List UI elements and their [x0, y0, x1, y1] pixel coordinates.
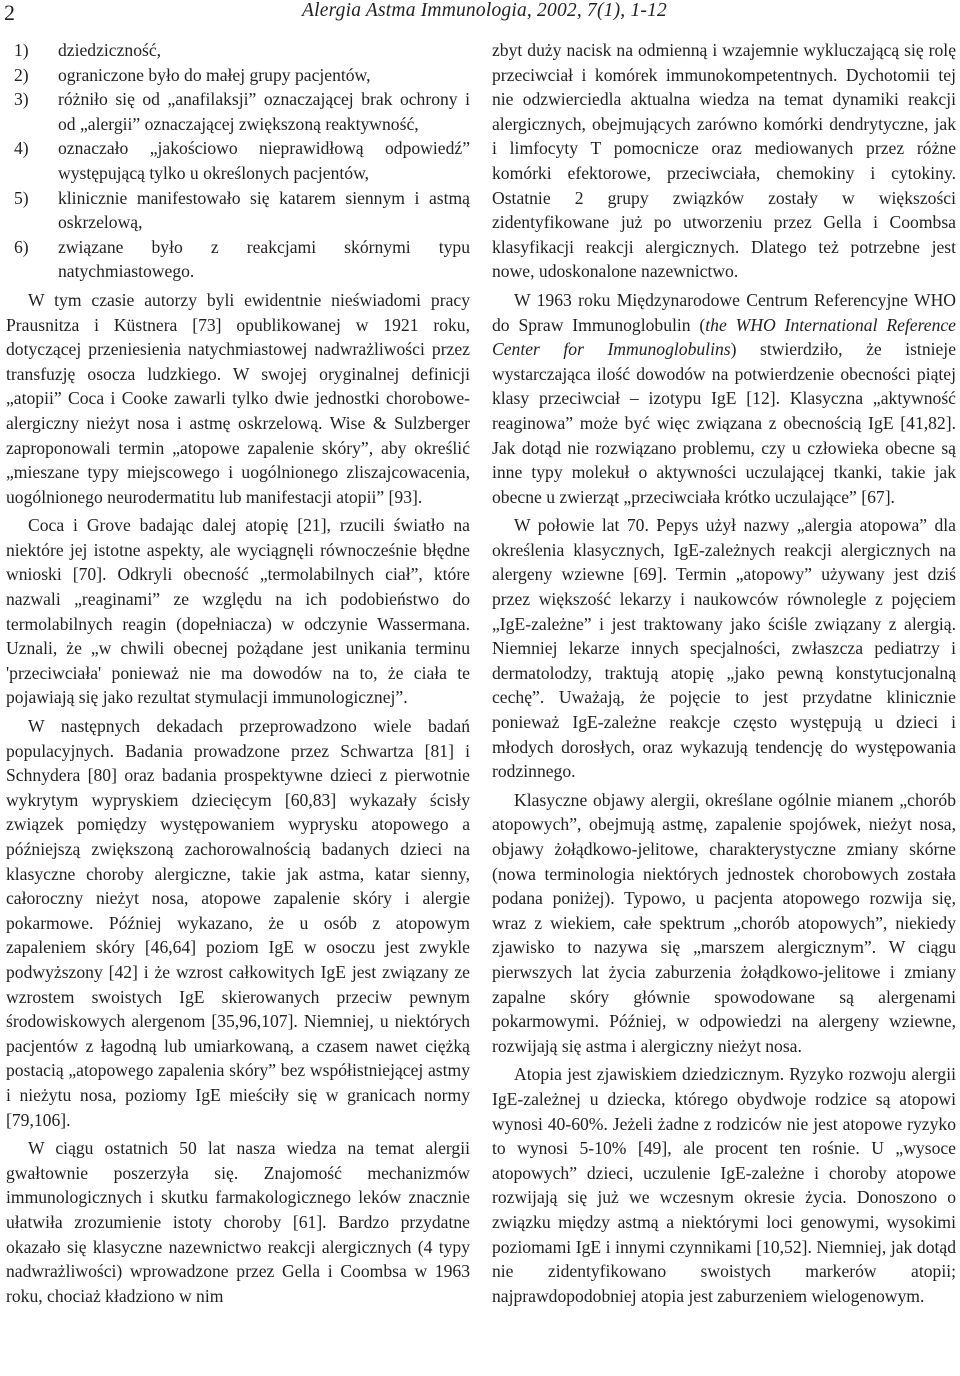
list-item-text: klinicznie manifestowało się katarem siennym i astmą oskrzelową, [58, 187, 470, 233]
paragraph: W ciągu ostatnich 50 lat nasza wiedza na temat alergii gwałtownie poszerzyła się. Znajomość mechanizmów immunologicznych i skutku farmakologicznego leków znacznie ułatwiła zrozumienie istoty choroby [61]. Bardzo przydatne okazało się klasyczne nazewnictwo reakcji alergicznych (4 typy nadwrażliwości) wprowadzone przez Gella i Coombsa w 1963 roku, chociaż kładziono w nim [6, 1138, 470, 1306]
paragraph-text: ) stwierdziło, że istnieje wystarczająca ilość dowodów na potwierdzenie obecności piątej klasy przeciwciał – izotypu IgE [12]. Klasyczna „aktywność reaginowa” może być więc związana z obecnością IgE [41,82]. Jak dotąd nie rozwiązano problemu, czy u człowieka obecne są inne typy molekuł o aktywności uczulającej tkanki, takie jak obecne u zwierząt „przeciwciała krótko uczulające” [67]. [492, 339, 957, 507]
paragraph: W tym czasie autorzy byli ewidentnie nieświadomi pracy Prausnitza i Küstnera [73] opublikowanej w 1921 roku, dotyczącej przeniesienia natychmiastowej nadwrażliwości przez transfuzję osocza ludzkiego. W swojej oryginalnej definicji „atopii” Coca i Cooke zawarli tylko dwie jednostki chorobowe-alergiczny nieżyt nosa i astmę oskrzelową. Wise & Sulzberger zaproponowali termin „atopowe zapalenie skóry”, aby określić „mieszane typy miejscowego i uogólnionego zliszajcowacenia, uogólnionego neurodermatitu lub manifestacji atopii” [93]. [6, 289, 470, 507]
paragraph: Klasyczne objawy alergii, określane ogólnie mianem „chorób atopowych”, obejmują astmę, zapalenie spojówek, nieżyt nosa, objawy żołądkowo-jelitowe, charakterystyczne zmiany skórne (nowa terminologia niektórych jednostek chorobowych została podana poniżej). Typowo, u pacjenta atopowego rozwija się, wraz z wiekiem, całe spektrum „chorób atopowych”, niekiedy zjawisko to nazywa się „marszem alergicznym”. W ciągu pierwszych lat życia zaburzenia żołądkowo-jelitowe i zmiany zapalne skóry głównie spowodowane są alergenami pokarmowymi. Później, w odpowiedzi na alergeny wziewne, rozwijają się astma i alergiczny nieżyt nosa. [492, 789, 956, 1056]
list-item [6, 63, 470, 88]
list-item [6, 136, 470, 185]
list-item-text: ograniczone było do małej grupy pacjentów, [58, 64, 371, 85]
list-item-number: 6) [14, 236, 29, 257]
list-item-number: 5) [14, 187, 29, 208]
paragraph: W następnych dekadach przeprowadzono wiele badań populacyjnych. Badania prowadzone przez Schwartza [81] i Schnydera [80] oraz badania prospektywne dzieci z pierwotnie wykrytym wypryskiem dziecięcym [60,83] wykazały ścisły związek pomiędzy występowaniem wyprysku atopowego a późniejszą zwiększoną zachorowalnością badanych dzieci na klasyczne choroby alergiczne, takie jak astma, katar sienny, całoroczny nieżyt nosa, atopowe zapalenie skóry i alergie pokarmowe. Później wykazano, że u osób z atopowym zapaleniem skóry [46,64] poziom IgE w osoczu jest zwykle podwyższony [42] i że wzrost całkowitych IgE jest związany ze wzrostem swoistych IgE skierowanych przeciw pewnym środowiskowych alergenom [35,96,107]. Niemniej, u niektórych pacjentów z łagodną lub umiarkowaną, a czasem nawet ciężką postacią „atopowego zapalenia skóry” bez współistniejącej astmy i nieżytu nosa, poziomy IgE mieściły się w granicach normy [79,106]. [6, 716, 470, 1130]
list-item-text: dziedziczność, [58, 40, 162, 60]
list-item [6, 235, 470, 284]
journal-reference: Alergia Astma Immunologia, 2002, 7(1), 1-12 [302, 0, 667, 21]
list-item [6, 186, 470, 235]
paragraph: Atopia jest zjawiskiem dziedzicznym. Ryzyko rozwoju alergii IgE-zależnej u dziecka, którego obydwoje rodzice są atopowi wynosi 40-60%. Jeżeli żadne z rodziców nie jest atopowe ryzyko to wynosi 5-10% [49], ale procent ten rośnie. U „wysoce atopowych” dzieci, uczulenie IgE-zależne i choroby atopowe rozwijają się już we wczesnym okresie życia. Donoszono o związku między astmą a niektórymi loci genowymi, wysokimi poziomami IgE i innymi czynnikami [10,52]. Niemniej, jak dotąd nie zidentyfikowano swoistych markerów atopii; najprawdopodobniej atopia jest zaburzeniem wielogenowym. [492, 1064, 956, 1306]
list-item-number: 1) [14, 40, 29, 60]
paragraph: W połowie lat 70. Pepys użył nazwy „alergia atopowa” dla określenia klasycznych, IgE-zależnych reakcji alergicznych na alergeny wziewne [69]. Termin „atopowy” używany jest dziś przez większość lekarzy i naukowców równolegle z pojęciem „IgE-zależne” i jest traktowany jako ściśle związany z alergią. Niemniej lekarze innych specjalności, zwłaszcza pediatrzy i dermatolodzy, traktują atopię „jako pewną konstytucjonalną cechę”. Uważają, że pojęcie to jest przydatne klinicznie ponieważ IgE-zależne reakcje często występują u dzieci i młodych dorosłych, oraz wykazują tendencję do występowania rodzinnego. [492, 515, 956, 782]
list-item [6, 87, 470, 136]
page-number: 2 [4, 0, 15, 25]
list-item-text: różniło się od „anafilaksji” oznaczającej brak ochrony i od „alergii” oznaczającej zwiększoną reaktywność, [58, 89, 470, 134]
list-item-text: oznaczało „jakościowo nieprawidłową odpowiedź” występującą tylko u określonych pacjentów, [58, 138, 470, 183]
paragraph [492, 288, 956, 509]
paragraph: zbyt duży nacisk na odmienną i wzajemnie wykluczającą się rolę przeciwciał i komórek immunokompetentnych. Dychotomii tej nie odzwierciedla aktualna wiedza na temat dynamiki reakcji alergicznych, obejmujących zarówno komórki dendrytyczne, jak i limfocyty T pomocnicze oraz mediowanych przez różne komórki efektorowe, przeciwciała, chemokiny i cytokiny. Ostatnie 2 grupy związków zostały w większości zidentyfikowane już po utworzeniu przez Gella i Coombsa klasyfikacji reakcji alergicznych. Dlatego też potrzebne jest nowe, udoskonalone nazewnictwo. [492, 40, 956, 282]
list-item-text: związane było z reakcjami skórnymi typu natychmiastowego. [58, 236, 470, 282]
paragraph: Coca i Grove badając dalej atopię [21], rzucili światło na niektóre jej istotne aspekty, ale wyciągnęli równocześnie błędne wnioski [70]. Odkryli obecność „termolabilnych ciał”, które nazwali „reaginami” ze względu na ich podobieństwo do termolabilnych reagin (dopełniacza) w odczynie Wassermana. Uznali, że „w chwili obecnej pożądane jest unikania terminu 'przeciwciała' ponieważ nie ma dowodów na to, że ciała te pojawiają się jako rezultat stymulacji immunologicznej”. [6, 515, 470, 708]
left-column [6, 38, 470, 1312]
paragraph-text: W 1963 roku Międzynarodowe Centrum Referencyjne WHO do Spraw Immunoglobulin ( [492, 289, 956, 335]
list-item-number: 3) [14, 89, 29, 110]
right-column [492, 38, 956, 1312]
list-item [6, 38, 470, 63]
list-item-number: 2) [14, 64, 29, 85]
italic-term: the WHO International Reference Center for Immunoglobulins [492, 314, 956, 360]
list-item-number: 4) [14, 138, 29, 159]
page-header [0, 0, 960, 34]
criteria-list [6, 38, 470, 284]
